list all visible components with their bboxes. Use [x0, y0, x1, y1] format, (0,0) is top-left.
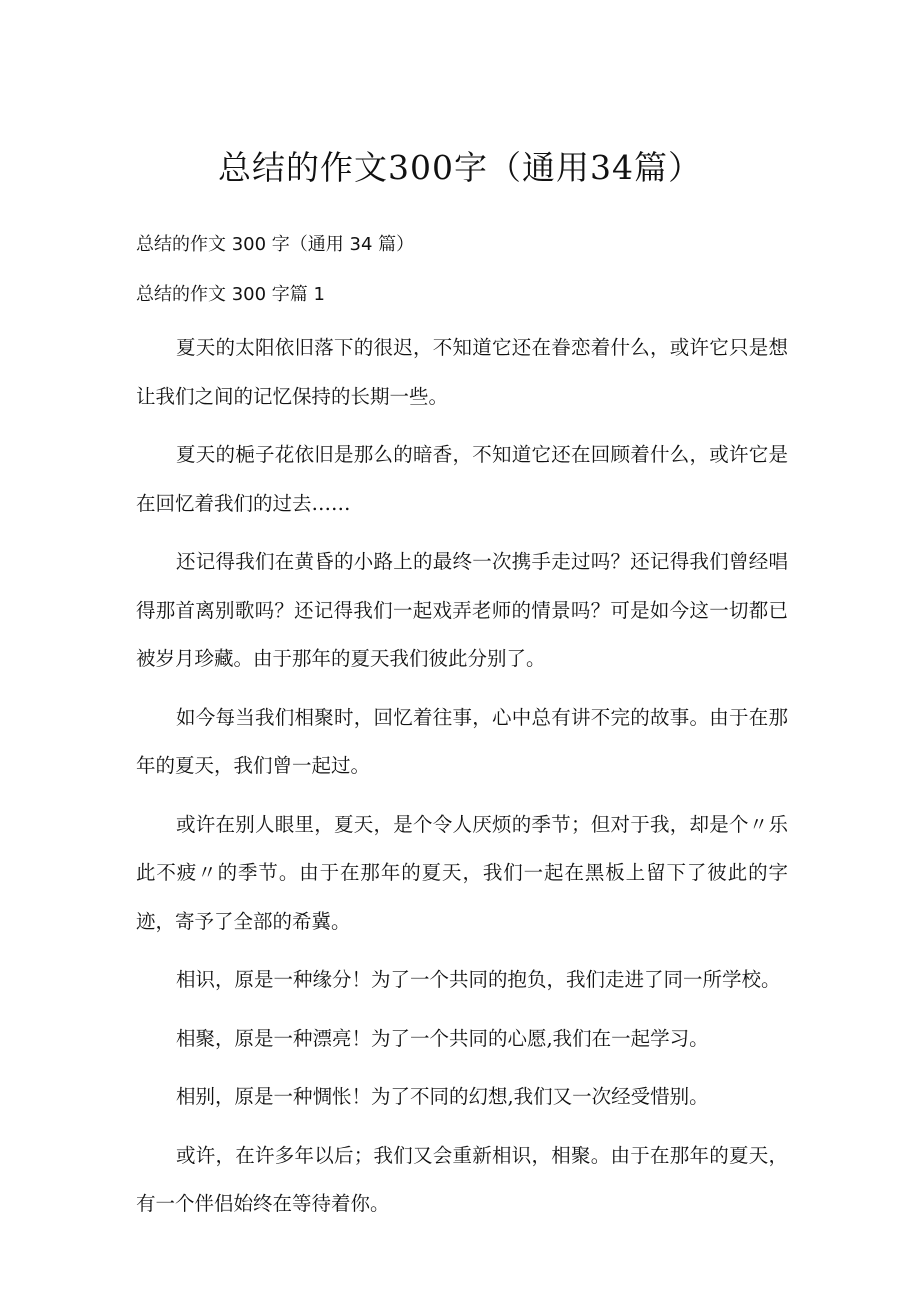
section-heading: 总结的作文 300 字篇 1 — [136, 284, 325, 305]
paragraph-3: 还记得我们在黄昏的小路上的最终一次携手走过吗？还记得我们曾经唱得那首离别歌吗？还记得我们一起戏弄老师的情景吗？可是如今这一切都已被岁月珍藏。由于那年的夏天我们彼此分别了。 — [136, 550, 788, 670]
paragraph-6: 相识，原是一种缘分！为了一个共同的抱负，我们走进了同一所学校。 — [175, 968, 781, 991]
document-title: 总结的作文300字（通用34篇） — [218, 148, 702, 187]
essay-body — [136, 324, 788, 1229]
paragraph-7: 相聚，原是一种漂亮！为了一个共同的心愿,我们在一起学习。 — [175, 1026, 709, 1050]
paragraph-9: 或许，在许多年以后；我们又会重新相识，相聚。由于在那年的夏天，有一个伴侣始终在等待着你。 — [136, 1143, 788, 1215]
document-subtitle: 总结的作文 300 字（通用 34 篇） — [136, 234, 415, 255]
paragraph-5: 或许在别人眼里，夏天，是个令人厌烦的季节；但对于我，却是个〃乐此不疲〃的季节。由于在那年的夏天，我们一起在黑板上留下了彼此的字迹，寄予了全部的希冀。 — [136, 812, 788, 933]
paragraph-8: 相别，原是一种惆怅！为了不同的幻想,我们又一次经受惜别。 — [175, 1085, 709, 1108]
paragraph-4: 如今每当我们相聚时，回忆着往事，心中总有讲不完的故事。由于在那年的夏天，我们曾一起过。 — [136, 705, 788, 777]
paragraph-2: 夏天的梔子花依旧是那么的暗香，不知道它还在回顾着什么，或许它是在回忆着我们的过去…… — [136, 443, 788, 515]
paragraph-1: 夏天的太阳依旧落下的很迟，不知道它还在眷恋着什么，或许它只是想让我们之间的记忆保持的长期一些。 — [136, 336, 788, 408]
